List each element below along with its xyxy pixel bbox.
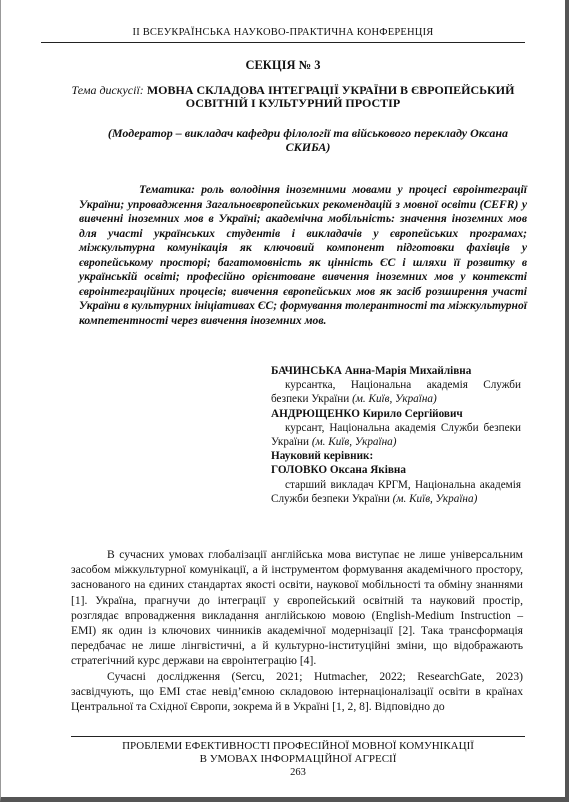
supervisor-affiliation (271, 478, 521, 506)
footer-line: ПРОБЛЕМИ ЕФЕКТИВНОСТІ ПРОФЕСІЙНОЇ МОВНОЇ КОМУНІКАЦІЇ (122, 740, 474, 752)
author-affiliation (271, 378, 521, 406)
thematics-label: Тематика: (139, 183, 195, 196)
discussion-topic (61, 84, 525, 110)
topic-title: МОВНА СКЛАДОВА ІНТЕГРАЦІЇ УКРАЇНИ В ЄВРОПЕЙСЬКИЙ ОСВІТНІЙ І КУЛЬТУРНИЙ ПРОСТІР (146, 83, 515, 110)
author-block (271, 364, 521, 506)
running-header: ІІ ВСЕУКРАЇНСЬКА НАУКОВО-ПРАКТИЧНА КОНФЕРЕНЦІЯ (41, 27, 525, 43)
body-text (71, 547, 523, 714)
supervisor-city: (м. Київ, Україна) (392, 492, 478, 505)
thematics-paragraph (79, 183, 527, 328)
section-title: СЕКЦІЯ № 3 (245, 58, 321, 72)
author-name: БАЧИНСЬКА Анна-Марія Михайлівна (271, 365, 472, 377)
page-number: 263 (290, 767, 306, 778)
author-affiliation (271, 421, 521, 449)
moderator-note: (Модератор – викладач кафедри філології та військового перекладу Оксана СКИБА) (107, 126, 509, 154)
supervisor-label: Науковий керівник: (271, 450, 374, 463)
author-name: АНДРЮЩЕНКО Кирило Сергійович (271, 407, 463, 420)
thematics-text: роль володіння іноземними мовами у процесі євроінтеграції України; упровадження Загальноєвропейських рекомендацій з мовної освіти (CEFR) у вивченні іноземних мов в Україні; академічна мобільність: значення іноземних мов для участі українських студентів і викладачів у європейських програмах; міжкультурна комунікація як ключовий компонент підготовки фахівців у європейському просторі; багатомовність як цінність ЄС і шляхи її розвитку в українській освіті; професійно орієнтоване вивчення іноземних мов у контексті євроінтеграційних процесів; вивчення європейських мов як засіб розширення участі України в культурних ініціативах ЄС; формування толерантності та міжкультурної компетентності через вивчення іноземних мов. (79, 183, 527, 327)
author-city: (м. Київ, Україна) (352, 393, 437, 406)
affiliation-text: курсант, Національна академія Служби безпеки України (271, 421, 521, 449)
topic-label: Тема дискусії: (71, 83, 144, 97)
footer-line: В УМОВАХ ІНФОРМАЦІЙНОЇ АГРЕСІЇ (199, 753, 397, 765)
affiliation-text: курсантка, Національна академія Служби безпеки України (271, 379, 521, 406)
body-paragraph: В сучасних умовах глобалізації англійська мова виступає не лише універсальним засобом міжкультурної комунікації, а й інструментом формування академічного простору, заснованого на єдиних стандартах якості освіти, наукової мобільності та обміну знаннями [1]. Україна, прагнучи до інтеграції у європейський освітній та науковий простір, розглядає впровадження викладання англійською мовою (English-Medium Instruction – EMI) як один із ключових чинників академічної модернізації [2]. Така трансформація передбачає не лише лінгвістичні, а й культурно-інституційні зміни, що відображають стратегічний курс держави на євроінтеграцію [4]. (71, 548, 523, 668)
body-paragraph: Сучасні дослідження (Sercu, 2021; Hutmacher, 2022; ResearchGate, 2023) засвідчують, що EMI стає невід’ємною складовою інтернаціоналізації освіти в країнах Центральної та Східної Європи, зокрема й в Україні [1, 2, 8]. Відповідно до (71, 669, 523, 714)
supervisor-name: ГОЛОВКО Оксана Яківна (271, 464, 406, 477)
author-city: (м. Київ, Україна) (311, 436, 397, 449)
running-footer (71, 736, 525, 779)
affiliation-text: старший викладач КРГМ, Національна академія Служби безпеки України (271, 478, 521, 505)
